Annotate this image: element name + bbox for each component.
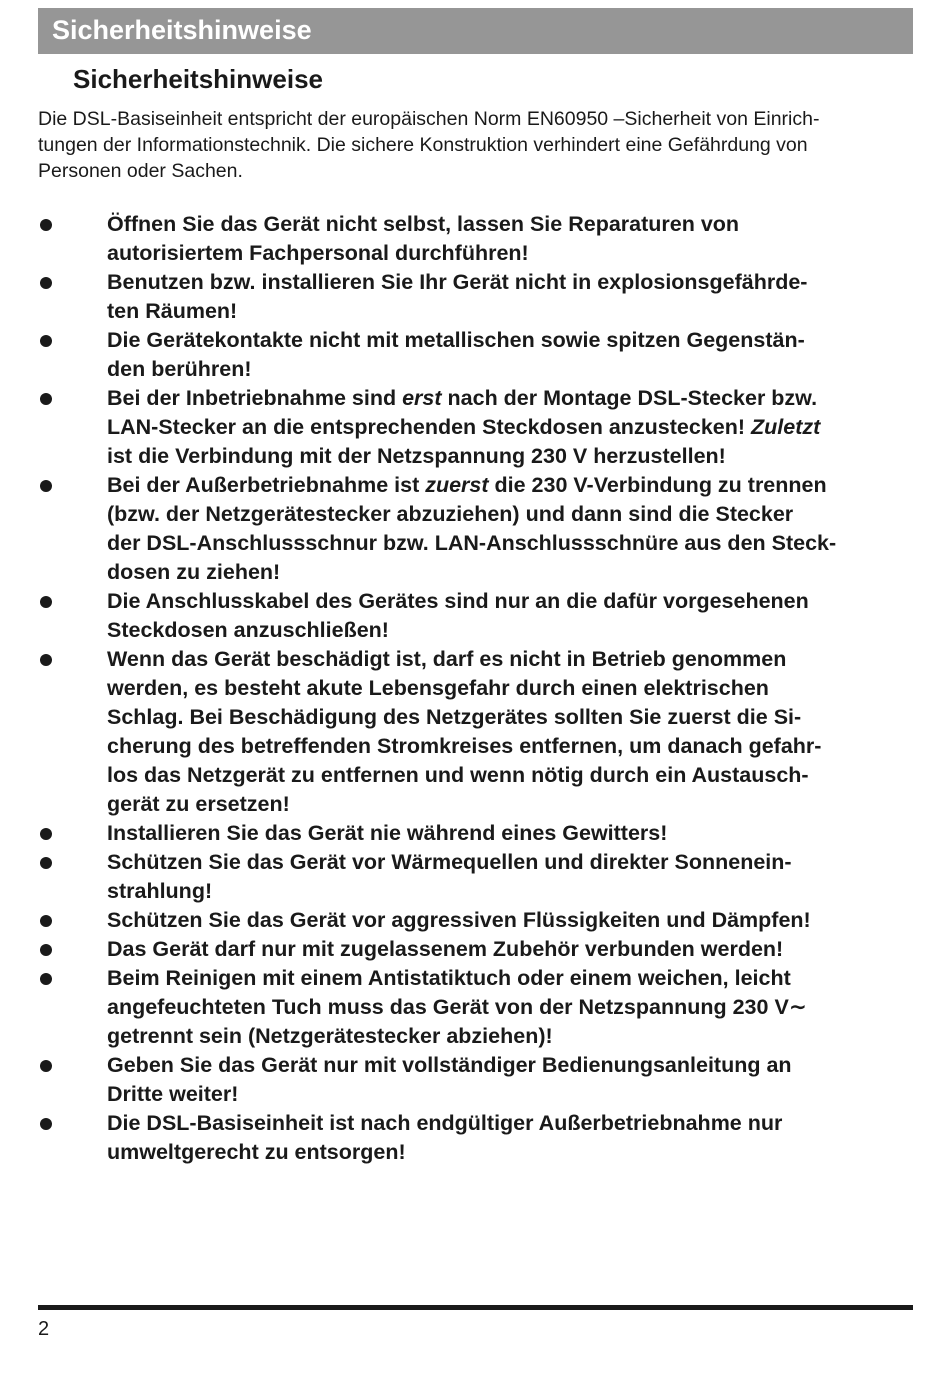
bullet-line [107,993,918,1022]
bullet-text: Bei der Außerbetriebnahme ist [107,473,426,497]
bullet-text: Steckdosen anzuschließen! [107,618,389,642]
emphasis-text: erst [402,386,442,410]
bullet-text: Öffnen Sie das Gerät nicht selbst, lassen Sie Reparaturen von [107,212,740,236]
header-title: Sicherheitshinweise [52,15,312,45]
bullet-text: LAN-Stecker an die entsprechenden Steckdosen anzustecken! [107,415,752,439]
bullet-text: der DSL-Anschlussschnur bzw. LAN-Anschlussschnüre aus den Steck- [107,531,837,555]
bullet-line [107,1051,918,1080]
bullet-text: ten Räumen! [107,299,238,323]
safety-bullet-item [38,935,918,964]
bullet-line [107,529,918,558]
bullet-text: Die Gerätekontakte nicht mit metallischen sowie spitzen Gegenstän- [107,328,805,352]
bullet-text: den berühren! [107,357,252,381]
bullet-text: (bzw. der Netzgerätestecker abzuziehen) und dann sind die Stecker [107,502,794,526]
safety-bullet-item [38,587,918,645]
bullet-text: die 230 V-Verbindung zu trennen [488,473,827,497]
bullet-line [107,1080,918,1109]
safety-bullet-list [38,210,918,1167]
bullet-text: Das Gerät darf nur mit zugelassenem Zubehör verbunden werden! [107,937,784,961]
bullet-line [107,210,918,239]
safety-bullet-item [38,1051,918,1109]
bullet-dot-icon [40,857,52,869]
safety-bullet-item [38,848,918,906]
intro-paragraph [38,106,913,184]
bullet-line [107,355,918,384]
bullet-text: autorisiertem Fachpersonal durchführen! [107,241,529,265]
bullet-line [107,761,918,790]
safety-bullet-item [38,645,918,819]
bullet-line [107,790,918,819]
safety-bullet-item [38,326,918,384]
bullet-text: ist die Verbindung mit der Netzspannung 230 V herzustellen! [107,444,726,468]
bullet-line [107,500,918,529]
bullet-text: Benutzen bzw. installieren Sie Ihr Gerät nicht in explosionsgefährde- [107,270,808,294]
bullet-text: Geben Sie das Gerät nur mit vollständiger Bedienungsanleitung an [107,1053,792,1077]
bullet-text: Bei der Inbetriebnahme sind [107,386,403,410]
safety-bullet-item [38,268,918,326]
bullet-text: Dritte weiter! [107,1082,239,1106]
bullet-line [107,384,918,413]
safety-bullet-item [38,210,918,268]
bullet-line [107,268,918,297]
bullet-line [107,964,918,993]
header-bar [38,8,913,54]
bullet-text: los das Netzgerät zu entfernen und wenn nötig durch ein Austausch- [107,763,809,787]
bullet-dot-icon [40,1118,52,1130]
bullet-text: Die DSL-Basiseinheit ist nach endgültiger Außerbetriebnahme nur [107,1111,783,1135]
bullet-text: Schützen Sie das Gerät vor Wärmequellen und direkter Sonnenein- [107,850,792,874]
footer-rule [38,1305,913,1310]
bullet-text: Wenn das Gerät beschädigt ist, darf es nicht in Betrieb genommen [107,647,787,671]
bullet-line [107,1138,918,1167]
bullet-dot-icon [40,944,52,956]
bullet-line [107,471,918,500]
bullet-line [107,1109,918,1138]
bullet-line [107,906,918,935]
bullet-line [107,703,918,732]
safety-bullet-item [38,964,918,1051]
bullet-line [107,819,918,848]
intro-line: tungen der Informationstechnik. Die sichere Konstruktion verhindert eine Gefährdung von [38,134,808,156]
bullet-text: nach der Montage DSL-Stecker bzw. [441,386,818,410]
bullet-line [107,616,918,645]
bullet-text: gerät zu ersetzen! [107,792,290,816]
bullet-line [107,239,918,268]
bullet-dot-icon [40,596,52,608]
bullet-dot-icon [40,393,52,405]
bullet-text: Installieren Sie das Gerät nie während eines Gewitters! [107,821,668,845]
bullet-dot-icon [40,828,52,840]
bullet-line [107,442,918,471]
intro-line: Personen oder Sachen. [38,160,243,182]
safety-bullet-item [38,471,918,587]
bullet-line [107,848,918,877]
bullet-text: umweltgerecht zu entsorgen! [107,1140,406,1164]
bullet-text: dosen zu ziehen! [107,560,281,584]
safety-bullet-item [38,906,918,935]
bullet-line [107,326,918,355]
bullet-dot-icon [40,973,52,985]
bullet-line [107,558,918,587]
intro-line: Die DSL-Basiseinheit entspricht der europäischen Norm EN60950 –Sicherheit von Einrich- [38,108,820,130]
bullet-dot-icon [40,219,52,231]
bullet-line [107,732,918,761]
bullet-line [107,1022,918,1051]
bullet-dot-icon [40,915,52,927]
bullet-dot-icon [40,1060,52,1072]
safety-bullet-item [38,384,918,471]
bullet-dot-icon [40,335,52,347]
emphasis-text: zuerst [425,473,489,497]
bullet-text: cherung des betreffenden Stromkreises entfernen, um danach gefahr- [107,734,822,758]
bullet-line [107,297,918,326]
page-number: 2 [38,1318,50,1340]
bullet-line [107,413,918,442]
bullet-dot-icon [40,654,52,666]
bullet-text: Schlag. Bei Beschädigung des Netzgerätes sollten Sie zuerst die Si- [107,705,802,729]
bullet-text: strahlung! [107,879,213,903]
bullet-dot-icon [40,277,52,289]
safety-bullet-item [38,819,918,848]
safety-bullet-item [38,1109,918,1167]
bullet-line [107,935,918,964]
bullet-text: Beim Reinigen mit einem Antistatiktuch oder einem weichen, leicht [107,966,791,990]
bullet-line [107,877,918,906]
bullet-text: Die Anschlusskabel des Gerätes sind nur an die dafür vorgesehenen [107,589,809,613]
bullet-text: angefeuchteten Tuch muss das Gerät von der Netzspannung 230 V∼ [107,995,807,1019]
bullet-line [107,645,918,674]
emphasis-text: Zuletzt [751,415,821,439]
bullet-line [107,587,918,616]
bullet-text: werden, es besteht akute Lebensgefahr durch einen elektrischen [107,676,769,700]
bullet-text: Schützen Sie das Gerät vor aggressiven Flüssigkeiten und Dämpfen! [107,908,811,932]
bullet-line [107,674,918,703]
bullet-text: getrennt sein (Netzgerätestecker abziehen)! [107,1024,553,1048]
bullet-dot-icon [40,480,52,492]
section-title: Sicherheitshinweise [73,64,323,94]
